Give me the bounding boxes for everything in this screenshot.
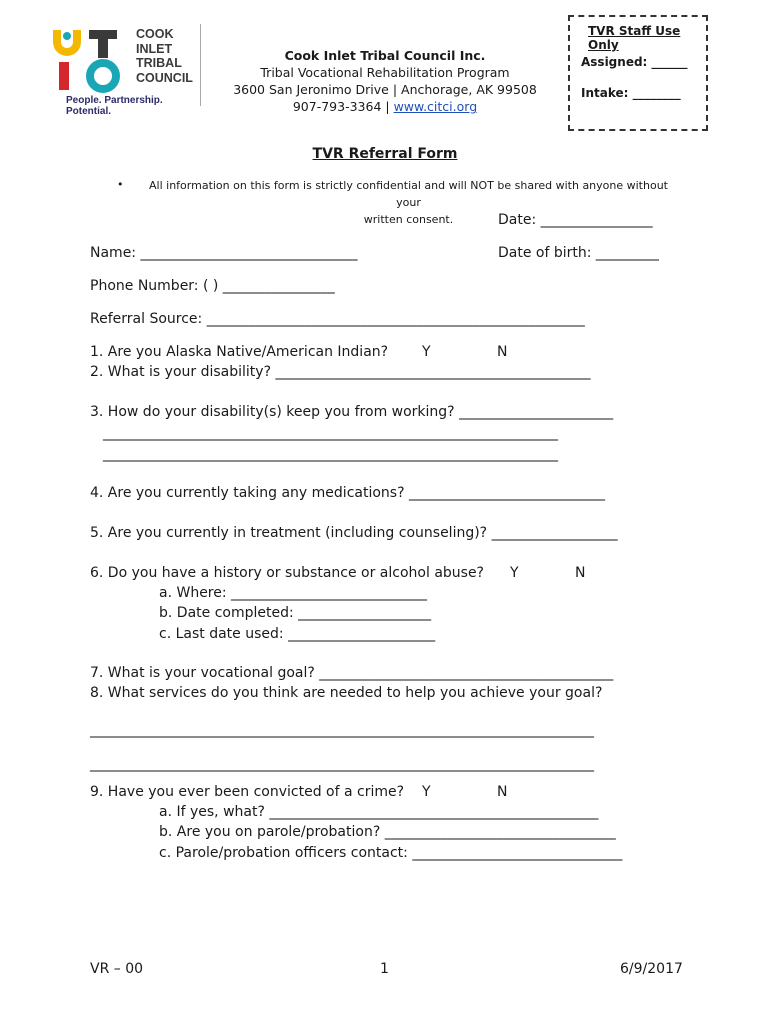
form-title: TVR Referral Form	[312, 146, 458, 162]
program-name: Tribal Vocational Rehabilitation Program	[260, 65, 510, 80]
question-9b-parole-field[interactable]: b. Are you on parole/probation? _________________________________	[159, 824, 616, 840]
staff-use-box	[568, 15, 708, 131]
question-5-treatment-field[interactable]: 5. Are you currently in treatment (including counseling)? __________________	[90, 525, 618, 541]
assigned-field[interactable]: Assigned: ______	[581, 55, 688, 69]
logo-wordmark	[136, 27, 193, 85]
logo-mark-icon	[51, 24, 131, 94]
question-2-disability-field[interactable]: 2. What is your disability? _____________________________________________	[90, 364, 591, 380]
question-6c-last-date-used-field[interactable]: c. Last date used: _____________________	[159, 626, 436, 642]
website-link[interactable]: www.citci.org	[393, 99, 478, 114]
question-6-no-option[interactable]: N	[575, 565, 586, 581]
notice-line: All information on this form is strictly confidential and will NOT be shared with anyone without your	[149, 179, 668, 209]
question-1-yes-option[interactable]: Y	[422, 344, 431, 360]
page-number: 1	[380, 961, 389, 977]
question-1-no-option[interactable]: N	[497, 344, 508, 360]
date-of-birth-field[interactable]: Date of birth: _________	[498, 245, 659, 261]
question-3-answer-line[interactable]: _________________________________________________________________	[103, 446, 558, 462]
logo-tagline: People. Partnership. Potential.	[66, 95, 163, 117]
question-9: 9. Have you ever been convicted of a crime?	[90, 784, 405, 800]
question-8-answer-line[interactable]: ________________________________________________________________________	[90, 722, 594, 738]
organization-address: 3600 San Jeronimo Drive | Anchorage, AK 99508	[233, 82, 537, 97]
phone-number-field[interactable]: Phone Number: ( ) ________________	[90, 278, 335, 294]
referral-source-field[interactable]: Referral Source: ______________________________________________________	[90, 311, 585, 327]
question-3-field[interactable]: 3. How do your disability(s) keep you from working? ______________________	[90, 404, 614, 420]
organization-name: Cook Inlet Tribal Council Inc.	[284, 48, 486, 63]
logo-word: TRIBAL	[136, 56, 182, 70]
question-8-answer-line[interactable]: ________________________________________________________________________	[90, 756, 594, 772]
staff-use-title: TVR Staff Use Only	[588, 24, 681, 52]
question-9-no-option[interactable]: N	[497, 784, 508, 800]
question-3-answer-line[interactable]: _________________________________________________________________	[103, 425, 558, 441]
question-6a-where-field[interactable]: a. Where: ____________________________	[159, 585, 428, 601]
question-6b-date-completed-field[interactable]: b. Date completed: ___________________	[159, 605, 432, 621]
intake-field[interactable]: Intake: ________	[581, 86, 681, 100]
date-field[interactable]: Date: ________________	[498, 212, 653, 228]
question-7-vocational-goal-field[interactable]: 7. What is your vocational goal? __________________________________________	[90, 665, 614, 681]
question-9a-what-field[interactable]: a. If yes, what? _______________________________________________	[159, 804, 599, 820]
organization-header	[226, 47, 544, 115]
logo-word: COOK	[136, 27, 174, 41]
organization-contact	[226, 98, 544, 115]
question-8: 8. What services do you think are needed to help you achieve your goal?	[90, 685, 603, 701]
name-field[interactable]: Name: _______________________________	[90, 245, 358, 261]
question-9c-officer-contact-field[interactable]: c. Parole/probation officers contact: ______________________________	[159, 845, 623, 861]
question-9-yes-option[interactable]: Y	[422, 784, 431, 800]
bullet-icon: •	[117, 178, 124, 191]
question-1: 1. Are you Alaska Native/American Indian?	[90, 344, 389, 360]
revision-date: 6/9/2017	[620, 961, 683, 977]
question-4-medications-field[interactable]: 4. Are you currently taking any medications? ____________________________	[90, 485, 605, 501]
organization-phone: 907-793-3364 |	[292, 99, 394, 114]
form-code: VR – 00	[90, 961, 144, 977]
notice-line: written consent.	[363, 213, 454, 226]
logo-divider	[200, 24, 201, 106]
question-6: 6. Do you have a history or substance or alcohol abuse?	[90, 565, 484, 581]
logo-word: COUNCIL	[136, 70, 193, 85]
question-6-yes-option[interactable]: Y	[510, 565, 519, 581]
logo-word: INLET	[136, 41, 173, 56]
organization-logo	[51, 24, 201, 117]
